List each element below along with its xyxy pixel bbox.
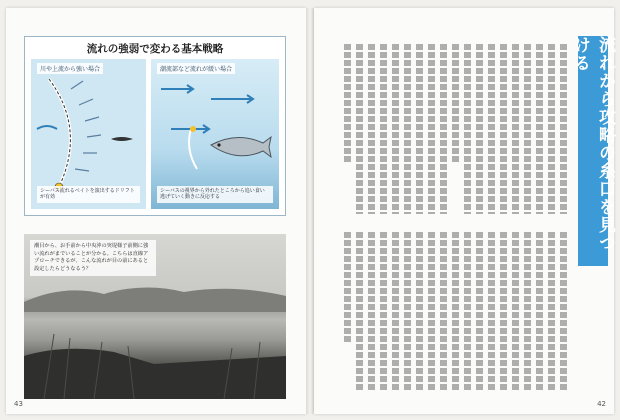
text-column [500, 44, 507, 214]
text-column [536, 44, 543, 214]
text-column [416, 44, 423, 214]
text-column [344, 232, 351, 342]
text-column [524, 232, 531, 390]
bay-photo [24, 234, 286, 399]
text-column [368, 232, 375, 390]
text-column [476, 232, 483, 390]
weak-current-note: シーバスの視界から外れたところから追い食い 逃げていく動きに反応する [157, 186, 273, 204]
strong-current-panel [31, 59, 146, 209]
weak-current-label: 潮流部など流れが緩い場合 [157, 63, 235, 74]
text-column [452, 44, 459, 164]
text-column [428, 232, 435, 390]
text-column [440, 232, 447, 390]
strong-current-label: 川や上流から強い場合 [37, 63, 103, 74]
text-column [344, 44, 351, 164]
text-column [440, 44, 447, 214]
text-column [560, 232, 567, 390]
text-column [392, 44, 399, 214]
text-column [464, 232, 471, 390]
text-column [500, 232, 507, 390]
text-column [548, 44, 555, 214]
section-heading: 流れから攻略の糸口を見つける [578, 36, 608, 266]
text-column [380, 44, 387, 214]
page-number-right: 42 [597, 400, 606, 408]
text-column [392, 232, 399, 390]
text-column [512, 232, 519, 390]
page-number-left: 43 [14, 400, 23, 408]
text-column [548, 232, 555, 390]
text-column [428, 44, 435, 214]
text-column [464, 44, 471, 214]
text-column [476, 44, 483, 214]
text-column [488, 44, 495, 214]
text-column [416, 232, 423, 390]
right-page [314, 8, 614, 414]
text-column [404, 232, 411, 390]
strong-current-note: シーバス流れるベイトを演出するドリフトが有効 [37, 186, 140, 204]
text-column [356, 44, 363, 214]
strategy-figure [24, 36, 286, 216]
left-page [6, 8, 306, 414]
text-column [356, 232, 363, 390]
text-column [404, 44, 411, 214]
text-column [560, 44, 567, 214]
figure-title: 流れの強弱で変わる基本戦略 [86, 43, 224, 55]
text-column [368, 44, 375, 214]
text-column [380, 232, 387, 390]
weak-current-panel [151, 59, 279, 209]
photo-caption: 潮目から、お手前から中央沖の突堤様子前側に強い流れがまでいることが分かる。こちらは直線アプローチできるが、こんな流れが目の前にあると設定したらどうなるう？ [30, 240, 156, 276]
gutter [306, 8, 314, 414]
text-column [488, 232, 495, 390]
text-column [524, 44, 531, 214]
text-column [452, 232, 459, 390]
text-column [512, 44, 519, 214]
text-column [536, 232, 543, 390]
